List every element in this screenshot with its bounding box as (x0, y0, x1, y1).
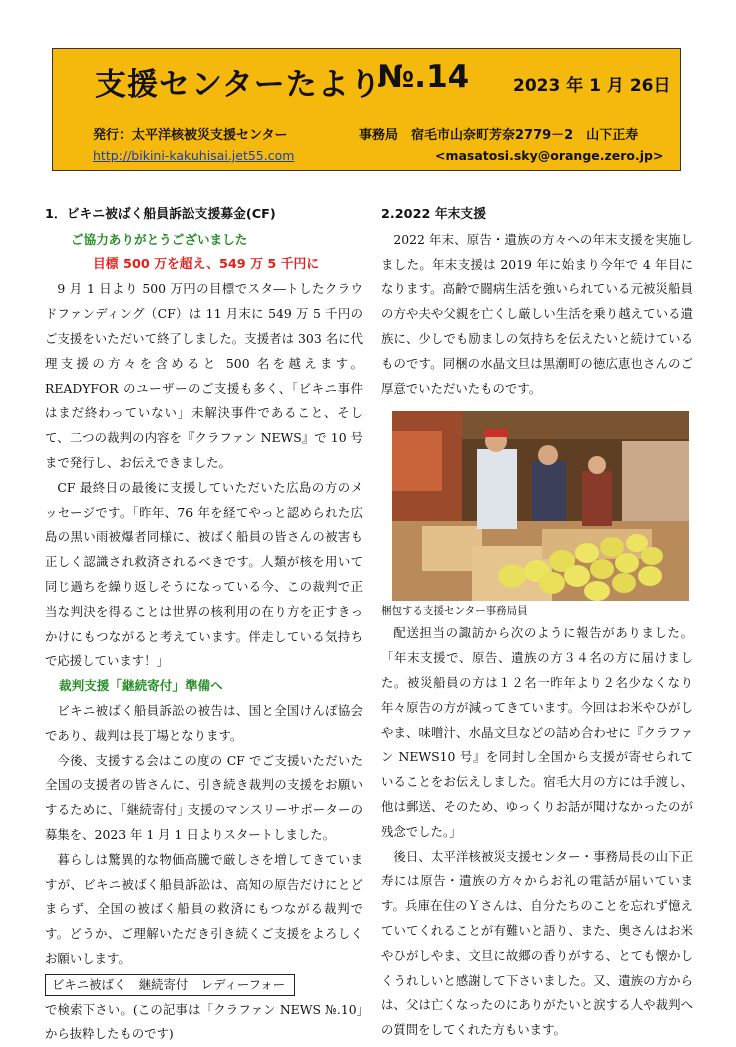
publisher: 発行：太平洋核被災支援センター (93, 124, 287, 143)
paragraph: 2022 年末、原告・遺族の方々への年末支援を実施しました。年末支援は 2019 年に始まり今年で 4 年目になります。高齢で闘病生活を強いられている元被災船員の方や夫や父親を亡くし厳しい生活を乗り越えている遺族に、少しでも励ましの気持ちを伝えたいと続けているものです。同梱の水晶文旦は黒潮町の徳広恵也さんのご厚意でいただいたものです。 (381, 228, 693, 402)
thanks-line: ご協力ありがとうございました (45, 228, 363, 253)
search-keyword-box: ビキニ被ばく 継続寄付 レディーフォー (45, 974, 295, 996)
subheading: 裁判支援「継続寄付」準備へ (45, 674, 363, 699)
paragraph: 後日、太平洋核被災支援センター・事務局長の山下正寿には原告・遺族の方々からお礼の電話が届いています。兵庫在住のＹさんは、自分たちのことを忘れず憶えていてくれることが有難いと語り、また、奥さんはお米やひがしやま、文旦に故郷の香りがする、とても懐かしくうれしいと感謝して下さいました。又、遺族の方からは、父は亡くなったのにありがたいと涙する人や裁判への質問をしてくれた方もいます。 (381, 845, 693, 1043)
paragraph: 9 月 1 日より 500 万円の目標でスタ―トしたクラウドファンディング（CF）は 11 月末に 549 万 5 千円のご支援をいただいて終了しました。支援者は 303 名に代理支援の方々を含めると 500 名を越えます。READYFOR のユーザーのご支援も多く、「ビキニ事件はまだ終わっていない」未解決事件であること、そして、二つの裁判の内容を『クラファン NEWS』で 10 号まで発行し、お伝えできました。 (45, 277, 363, 475)
paragraph: 今後、支援する会はこの度の CF でご支援いただいた全国の支援者の皆さんに、引き続き裁判の支援をお願いするために、｢継続寄付｣ 支援のマンスリーサポーターの募集を、2023 年 1 月 1 日よりスタートしました。 (45, 749, 363, 848)
office-address: 事務局 宿毛市山奈町芳奈2779－2 山下正寿 (359, 124, 638, 143)
issue-date: 2023 年 1 月 26日 (513, 71, 670, 96)
section-1-heading: 1．ビキニ被ばく船員訴訟支援募金(CF) (45, 203, 363, 228)
paragraph: 配送担当の諏訪から次のように報告がありました。「年末支援で、原告、遺族の方３４名の方に届けました。被災船員の方は１２名一昨年より２名少なくなり年々原告の方が減ってきています。今回はお米やひがしやま、味噌汁、水晶文旦などの詰め合わせに『クラファン NEWS10 号』を同封し全国から支援が寄せられていることをお伝えしました。宿毛大月の方には手渡し、他は郵送、そのため、ゆっくりお話が聞けなかったのが残念でした。」 (381, 621, 693, 844)
section-2-heading: 2.2022 年末支援 (381, 203, 693, 228)
website-link[interactable]: http://bikini-kakuhisai.jet55.com (93, 148, 294, 163)
left-column (45, 203, 363, 1047)
issue-number: №.14 (377, 59, 469, 95)
paragraph: CF 最終日の最後に支援していただいた広島の方のメッセージです。「昨年、76 年を経てやっと認められた広島の黒い雨被爆者同様に、被ばく船員の皆さんの被害も正しく認識され救済されるべきです。人類が核を用いて同じ過ちを繰り返しそうになっている今、この裁判で正当な判決を得ることは世界の核利用の在り方を正すきっかけにもつながると考えています。伴走している気持ちで応援しています！」 (45, 476, 363, 674)
contact-email: <masatosi.sky@orange.zero.jp> (435, 148, 663, 163)
packing-photo (392, 411, 689, 601)
right-column (381, 203, 693, 1043)
paragraph: ビキニ被ばく船員訴訟の被告は、国と全国けんぽ協会であり、裁判は長丁場となります。 (45, 699, 363, 749)
newsletter-header (52, 48, 681, 171)
paragraph: で検索下さい。(この記事は「クラファン NEWS №.10」から抜粋したものです) (45, 998, 363, 1047)
photo-caption: 梱包する支援センター事務局員 (381, 601, 693, 621)
goal-line: 目標 500 万を超え、549 万 5 千円に (45, 253, 363, 278)
photo-illustration (392, 411, 689, 601)
paragraph: 暮らしは驚異的な物価高騰で厳しさを増してきていますが、ビキニ被ばく船員訴訟は、高知の原告だけにとどまらず、全国の被ばく船員の救済にもつながる裁判です。どうか、ご理解いただき引き続くご支援をよろしくお願いします。 (45, 848, 363, 972)
newsletter-title: 支援センターたより (95, 59, 382, 104)
